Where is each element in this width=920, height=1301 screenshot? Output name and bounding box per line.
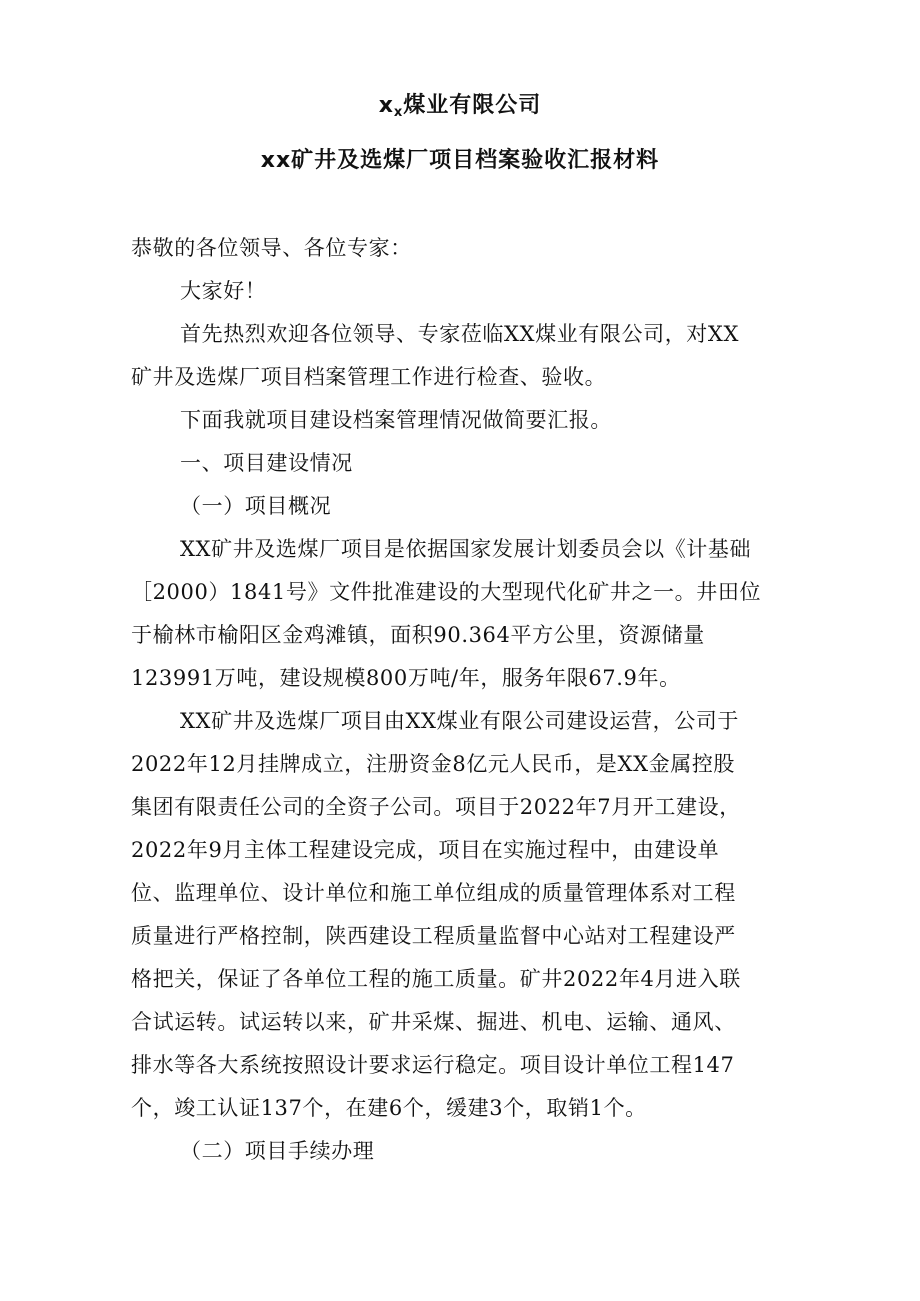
body-line: 集团有限责任公司的全资子公司。项目于2022年7月开工建设， xyxy=(131,795,741,819)
body-line: 排水等各大系统按照设计要求运行稳定。项目设计单位工程147 xyxy=(131,1053,735,1077)
body-line: 123991万吨，建设规模800万吨/年，服务年限67.9年。 xyxy=(131,666,681,690)
greeting: 大家好！ xyxy=(180,279,267,303)
body-line: 质量进行严格控制，陕西建设工程质量监督中心站对工程建设严 xyxy=(131,924,736,948)
body-line: 位、监理单位、设计单位和施工单位组成的质量管理体系对工程 xyxy=(131,881,736,905)
body-line: 首先热烈欢迎各位领导、专家莅临XX煤业有限公司，对XX xyxy=(180,322,739,346)
section-heading: 一、项目建设情况 xyxy=(180,451,353,475)
body-line: ［2000）1841号》文件批准建设的大型现代化矿井之一。井田位 xyxy=(131,580,762,604)
body-line: 矿井及选煤厂项目档案管理工作进行检查、验收。 xyxy=(131,365,607,389)
body-line: 合试运转。试运转以来，矿井采煤、掘进、机电、运输、通风、 xyxy=(131,1010,736,1034)
company-title-subscript: x xyxy=(393,105,404,120)
body-line: XX矿井及选煤厂项目是依据国家发展计划委员会以《计基础 xyxy=(180,537,752,561)
body-line: 于榆林市榆阳区金鸡滩镇，面积90.364平方公里，资源储量 xyxy=(131,623,705,647)
body-line: 下面我就项目建设档案管理情况做简要汇报。 xyxy=(180,408,612,432)
body-line: XX矿井及选煤厂项目由XX煤业有限公司建设运营，公司于 xyxy=(180,709,739,733)
salutation: 恭敬的各位领导、各位专家： xyxy=(131,236,412,260)
company-title-name: 煤业有限公司 xyxy=(403,93,542,118)
company-title-xx: x xyxy=(378,93,394,118)
body-line: 2022年9月主体工程建设完成，项目在实施过程中，由建设单 xyxy=(131,838,720,862)
body-line: 2022年12月挂牌成立，注册资金8亿元人民币，是XX金属控股 xyxy=(131,752,736,776)
subsection-heading: （二）项目手续办理 xyxy=(180,1139,375,1163)
body-line: 个，竣工认证137个，在建6个，缓建3个，取销1个。 xyxy=(131,1096,647,1120)
subsection-heading: （一）项目概况 xyxy=(180,494,332,518)
company-title xyxy=(0,88,920,119)
report-title: xx矿井及选煤厂项目档案验收汇报材料 xyxy=(260,148,660,173)
body-line: 格把关，保证了各单位工程的施工质量。矿井2022年4月进入联 xyxy=(131,967,741,991)
